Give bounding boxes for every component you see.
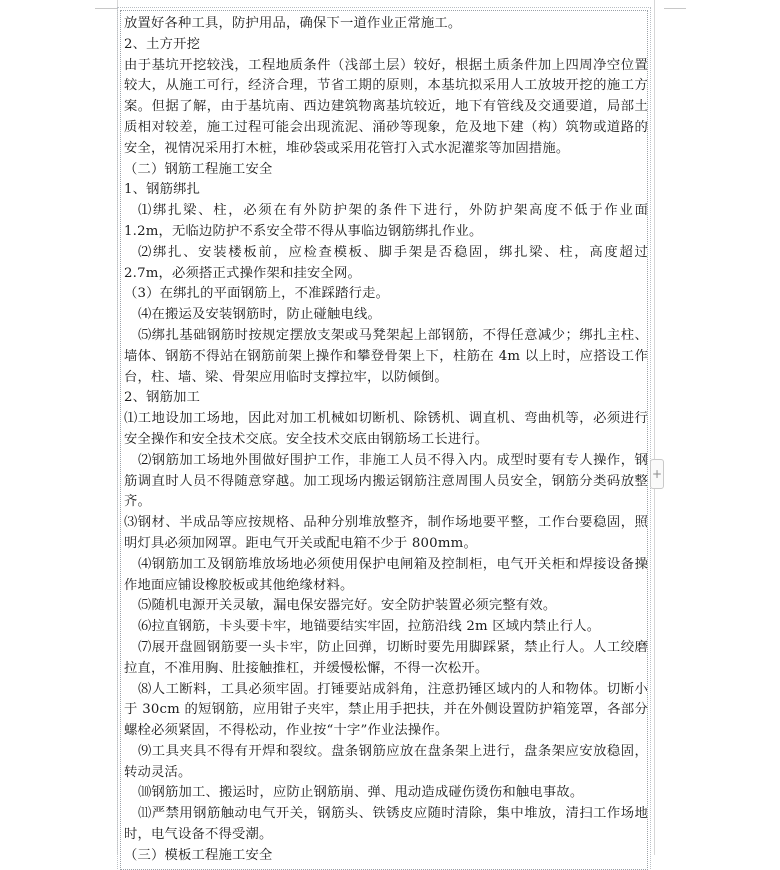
document-paragraph[interactable]: ⑶钢材、半成品等应按规格、品种分别堆放整齐，制作场地要平整，工作台要稳固，照明灯具必须加网罩。距电气开关或配电箱不少于 800mm。 — [124, 515, 648, 551]
document-paragraph[interactable]: （3）在绑扎的平面钢筋上，不准踩踏行走。 — [124, 286, 390, 302]
document-body[interactable] — [124, 14, 648, 867]
document-paragraph[interactable]: ⑵钢筋加工场地外围做好围护工作，非施工人员不得入内。成型时要有专人操作，钢筋调直时人员不得随意穿越。加工现场内搬运钢筋注意周围人员安全，钢筋分类码放整齐。 — [124, 452, 648, 510]
document-paragraph[interactable]: ⑵绑扎、安装楼板前，应检查模板、脚手架是否稳固，绑扎梁、柱，高度超过 2.7m，必须搭正式操作架和挂安全网。 — [124, 244, 648, 281]
expand-panel-button[interactable]: + — [650, 459, 664, 489]
page-corner-mark-left — [95, 8, 117, 9]
document-paragraph[interactable]: ⑽钢筋加工、搬运时，应防止钢筋崩、弹、甩动造成碰伤烫伤和触电事故。 — [138, 785, 584, 801]
page-edge-left — [117, 0, 118, 855]
document-paragraph[interactable]: ⑸随机电源开关灵敏，漏电保安器完好。安全防护装置必须完整有效。 — [138, 598, 557, 614]
document-paragraph[interactable]: 由于基坑开挖较浅，工程地质条件（浅部土层）较好，根据土质条件加上四周净空位置较大，从施工可行，经济合理，节省工期的原则，本基坑拟采用人工放坡开挖的施工方案。但据了解，由于基坑南、西边建筑物离基坑较近，地下有管线及交通要道，局部土质相对较差，施工过程可能会出现流泥、涌砂等现象，危及地下建（构）筑物或道路的安全，视情况采用打木桩，堆砂袋或采用花管打入式水泥灌浆等加固措施。 — [124, 57, 648, 156]
document-paragraph[interactable]: ⑷钢筋加工及钢筋堆放场地必须使用保护电闸箱及控制柜，电气开关柜和焊接设备操作地面应铺设橡胶板或其他绝缘材料。 — [124, 556, 648, 593]
document-paragraph[interactable]: ⑺展开盘圆钢筋要一头卡牢，防止回弹，切断时要先用脚踩紧，禁止行人。人工绞磨拉直，不准用胸、肚接触推杠，并缓慢松懈，不得一次松开。 — [124, 639, 648, 676]
document-paragraph[interactable]: 2、钢筋加工 — [124, 390, 201, 406]
document-paragraph[interactable]: ⑷在搬运及安装钢筋时，防止碰触电线。 — [138, 307, 381, 323]
document-paragraph[interactable]: ⑴工地设加工场地，因此对加工机械如切断机、除锈机、调直机、弯曲机等，必须进行安全操作和安全技术交底。安全技术交底由钢筋场工长进行。 — [124, 411, 648, 447]
document-paragraph[interactable]: 放置好各种工具，防护用品，确保下一道作业正常施工。 — [124, 16, 462, 31]
document-paragraph[interactable]: ⑻人工断料，工具必须牢固。打锤要站成斜角，注意扔锤区域内的人和物体。切断小于 30cm 的短钢筋，应用钳子夹牢，禁止用手把扶，并在外侧设置防护箱笼罩，各部分螺栓必须紧固，不得松动，作业按“十字”作业法操作。 — [124, 681, 648, 739]
document-paragraph[interactable]: （三）模板工程施工安全 — [124, 847, 273, 863]
page-corner-mark-right — [664, 8, 686, 9]
document-paragraph[interactable]: ⑸绑扎基础钢筋时按规定摆放支架或马凳架起上部钢筋，不得任意减少；绑扎主柱、墙体、钢筋不得站在钢筋前架上操作和攀登骨架上下，柱筋在 4m 以上时，应搭设工作台，柱、墙、梁、骨架应用临时支撑拉牢，以防倾倒。 — [124, 327, 648, 385]
document-paragraph[interactable]: 1、钢筋绑扎 — [124, 182, 201, 198]
page-edge-right — [654, 0, 655, 855]
document-paragraph[interactable]: （二）钢筋工程施工安全 — [124, 161, 273, 177]
document-paragraph[interactable]: ⑹拉直钢筋，卡头要卡牢，地锚要结实牢固，拉筋沿线 2m 区域内禁止行人。 — [138, 619, 601, 635]
document-paragraph[interactable]: ⑼工具夹具不得有开焊和裂纹。盘条钢筋应放在盘条架上进行，盘条架应安放稳固，转动灵活。 — [124, 743, 648, 780]
document-paragraph[interactable]: ⑴绑扎梁、柱，必须在有外防护架的条件下进行，外防护架高度不低于作业面 1.2m，无临边防护不系安全带不得从事临边钢筋绑扎作业。 — [124, 203, 648, 239]
document-paragraph[interactable]: ⑾严禁用钢筋触动电气开关，钢筋头、铁锈皮应随时清除，集中堆放，清扫工作场地时，电气设备不得受潮。 — [124, 806, 648, 843]
document-paragraph[interactable]: 2、土方开挖 — [124, 36, 201, 52]
